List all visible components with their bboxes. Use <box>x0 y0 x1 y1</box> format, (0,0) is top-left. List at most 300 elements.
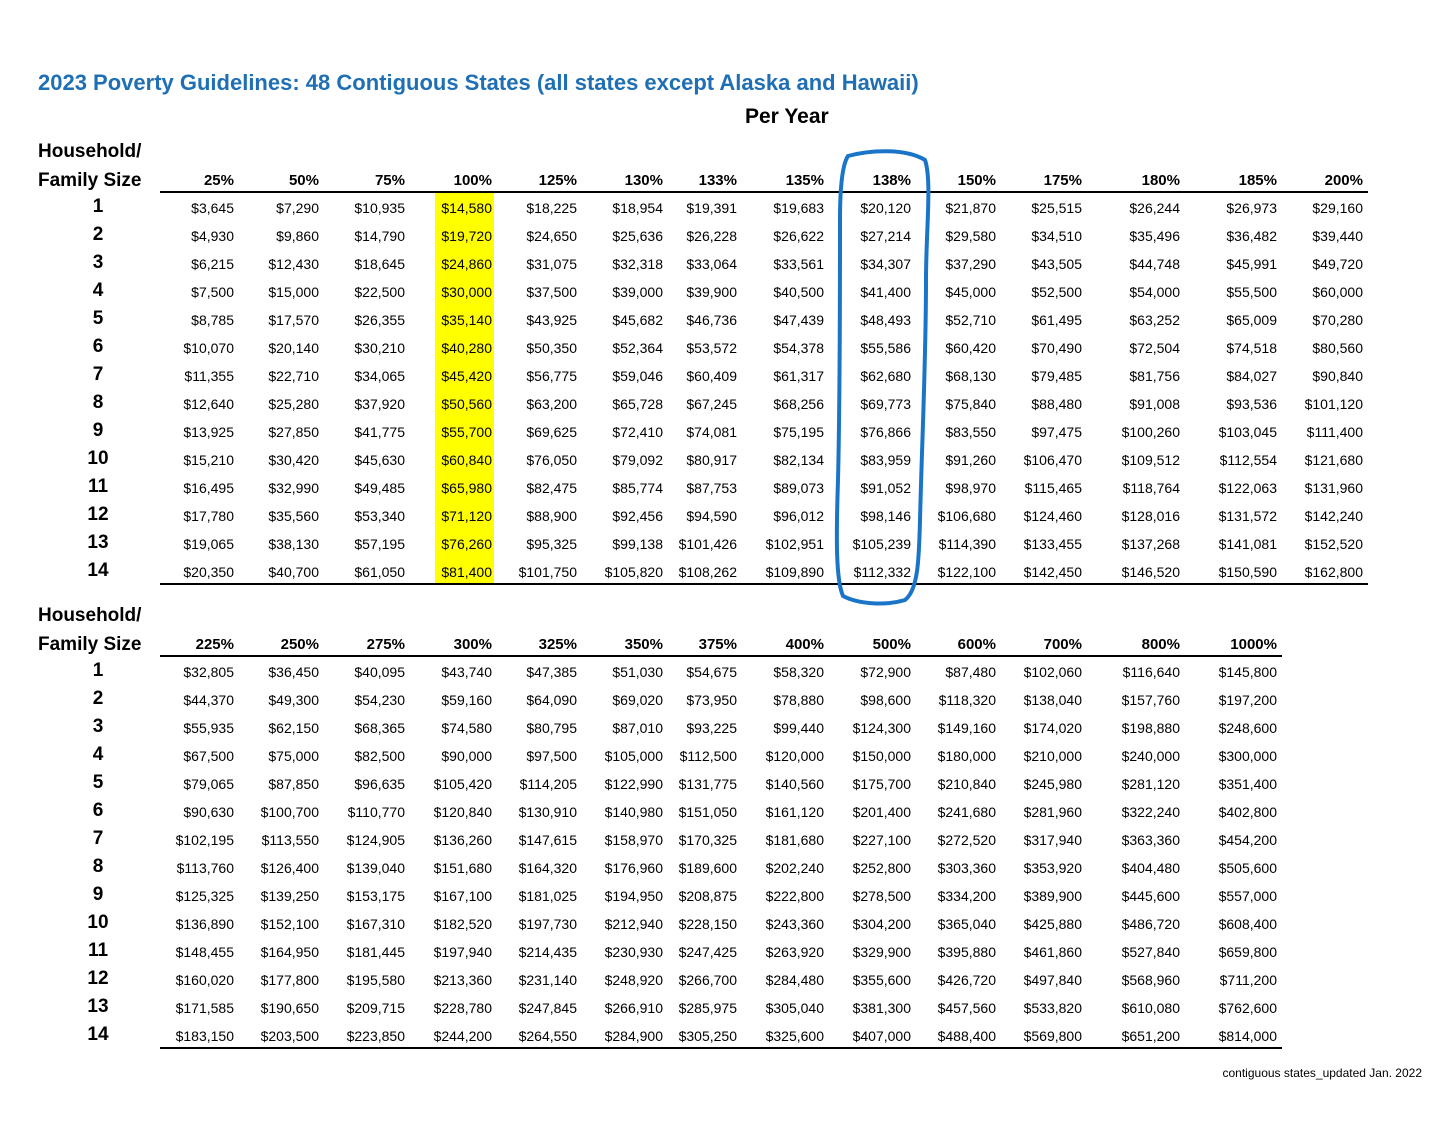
table-cell: $41,775 <box>354 424 405 440</box>
table-cell: $54,675 <box>686 664 737 680</box>
table-cell: $167,100 <box>433 888 492 904</box>
column-header: 375% <box>698 636 737 653</box>
table-cell: $175,700 <box>852 776 911 792</box>
table-cell: $59,160 <box>441 692 492 708</box>
table-cell: $87,850 <box>268 776 319 792</box>
table-cell: $136,260 <box>433 832 492 848</box>
table-cell: $21,870 <box>945 200 996 216</box>
table-cell: $167,310 <box>346 916 405 932</box>
table-cell: $148,455 <box>175 944 234 960</box>
table-cell: $407,000 <box>852 1028 911 1044</box>
column-header: 275% <box>366 636 405 653</box>
table-cell: $182,520 <box>433 916 492 932</box>
table-cell: $195,580 <box>346 972 405 988</box>
family-size-label: 10 <box>87 912 109 933</box>
column-header: 500% <box>872 636 911 653</box>
table-cell: $32,805 <box>183 664 234 680</box>
table-cell: $46,736 <box>686 312 737 328</box>
table-cell: $109,512 <box>1121 452 1180 468</box>
table-cell: $146,520 <box>1121 564 1180 580</box>
table-cell: $67,245 <box>686 396 737 412</box>
column-header: 25% <box>203 172 234 189</box>
table-cell: $60,420 <box>945 340 996 356</box>
table-cell: $13,925 <box>183 424 234 440</box>
table-cell: $61,050 <box>354 564 405 580</box>
row-header-line1: Household/ <box>38 141 142 162</box>
family-size-label: 11 <box>87 940 109 961</box>
table-cell: $133,455 <box>1023 536 1082 552</box>
table-cell: $124,905 <box>346 832 405 848</box>
column-header: 175% <box>1043 172 1082 189</box>
table-cell: $252,800 <box>852 860 911 876</box>
table-cell: $36,450 <box>268 664 319 680</box>
family-size-label: 14 <box>87 1024 109 1045</box>
table-cell: $231,140 <box>518 972 577 988</box>
table-cell: $83,550 <box>945 424 996 440</box>
table-cell: $25,636 <box>612 228 663 244</box>
table-cell: $55,935 <box>183 720 234 736</box>
table-cell: $12,640 <box>183 396 234 412</box>
table-cell: $61,317 <box>773 368 824 384</box>
table-cell: $26,622 <box>773 228 824 244</box>
table-cell: $99,440 <box>773 720 824 736</box>
table-cell: $100,260 <box>1121 424 1180 440</box>
table-cell: $181,025 <box>518 888 577 904</box>
family-size-label: 8 <box>92 392 104 413</box>
column-header: 325% <box>538 636 577 653</box>
table-cell: $497,840 <box>1023 972 1082 988</box>
table-cell: $98,970 <box>945 480 996 496</box>
column-header: 700% <box>1043 636 1082 653</box>
table-cell: $266,910 <box>604 1000 663 1016</box>
table-cell: $142,240 <box>1304 508 1363 524</box>
table-cell: $62,680 <box>860 368 911 384</box>
column-header: 125% <box>538 172 577 189</box>
family-size-label: 3 <box>92 252 104 273</box>
table-cell: $76,260 <box>441 536 492 552</box>
table-cell: $147,615 <box>518 832 577 848</box>
table-cell: $84,027 <box>1226 368 1277 384</box>
table-cell: $82,475 <box>526 480 577 496</box>
table-cell: $37,290 <box>945 256 996 272</box>
table-cell: $102,951 <box>765 536 824 552</box>
table-cell: $281,120 <box>1121 776 1180 792</box>
table-cell: $51,030 <box>612 664 663 680</box>
table-cell: $97,500 <box>526 748 577 764</box>
table-cell: $37,500 <box>526 284 577 300</box>
table-cell: $284,480 <box>765 972 824 988</box>
table-cell: $39,000 <box>612 284 663 300</box>
table-cell: $151,050 <box>678 804 737 820</box>
table-cell: $19,065 <box>183 536 234 552</box>
table-cell: $248,920 <box>604 972 663 988</box>
family-size-label: 5 <box>92 308 104 329</box>
table-cell: $81,400 <box>441 564 492 580</box>
table-cell: $151,680 <box>433 860 492 876</box>
page-title: 2023 Poverty Guidelines: 48 Contiguous States (all states except Alaska and Hawaii) <box>38 70 919 95</box>
family-size-label: 8 <box>92 856 104 877</box>
table-cell: $404,480 <box>1121 860 1180 876</box>
table-cell: $63,200 <box>526 396 577 412</box>
table-cell: $26,355 <box>354 312 405 328</box>
table-cell: $43,740 <box>441 664 492 680</box>
table-cell: $54,378 <box>773 340 824 356</box>
table-cell: $16,495 <box>183 480 234 496</box>
table-cell: $93,225 <box>686 720 737 736</box>
table-cell: $53,572 <box>686 340 737 356</box>
table-cell: $174,020 <box>1023 720 1082 736</box>
table-cell: $92,456 <box>612 508 663 524</box>
table-cell: $177,800 <box>260 972 319 988</box>
table-cell: $197,200 <box>1218 692 1277 708</box>
table-cell: $67,500 <box>183 748 234 764</box>
table-cell: $461,860 <box>1023 944 1082 960</box>
table-cell: $122,990 <box>604 776 663 792</box>
table-cell: $3,645 <box>191 200 234 216</box>
family-size-label: 1 <box>92 660 104 681</box>
table-cell: $228,150 <box>678 916 737 932</box>
table-cell: $96,012 <box>773 508 824 524</box>
table-cell: $26,228 <box>686 228 737 244</box>
table-cell: $113,760 <box>176 860 234 876</box>
table-cell: $74,081 <box>686 424 737 440</box>
table-cell: $37,920 <box>354 396 405 412</box>
table-cell: $29,580 <box>945 228 996 244</box>
table-cell: $93,536 <box>1226 396 1277 412</box>
table-cell: $38,130 <box>268 536 319 552</box>
column-header: 50% <box>288 172 319 189</box>
table-cell: $24,860 <box>441 256 492 272</box>
table-cell: $114,390 <box>938 536 996 552</box>
column-header: 138% <box>872 172 911 189</box>
table-cell: $47,385 <box>526 664 577 680</box>
table-cell: $87,753 <box>686 480 737 496</box>
table-cell: $248,600 <box>1218 720 1277 736</box>
table-cell: $153,175 <box>346 888 405 904</box>
table-cell: $20,140 <box>268 340 319 356</box>
table-cell: $26,973 <box>1226 200 1277 216</box>
table-cell: $334,200 <box>937 888 996 904</box>
table-cell: $91,260 <box>945 452 996 468</box>
column-header: 133% <box>698 172 737 189</box>
column-header: 135% <box>785 172 824 189</box>
table-cell: $80,795 <box>526 720 577 736</box>
table-cell: $69,625 <box>526 424 577 440</box>
table-cell: $14,580 <box>441 200 492 216</box>
family-size-label: 5 <box>92 772 104 793</box>
table-cell: $75,195 <box>773 424 824 440</box>
table-cell: $17,570 <box>268 312 319 328</box>
table-cell: $105,820 <box>604 564 663 580</box>
table-cell: $161,120 <box>765 804 824 820</box>
table-cell: $454,200 <box>1218 832 1277 848</box>
table-cell: $44,748 <box>1129 256 1180 272</box>
table-cell: $402,800 <box>1218 804 1277 820</box>
table-cell: $75,000 <box>268 748 319 764</box>
table-cell: $365,040 <box>937 916 996 932</box>
table-cell: $351,400 <box>1218 776 1277 792</box>
table-cell: $762,600 <box>1218 1000 1277 1016</box>
table-cell: $63,252 <box>1129 312 1180 328</box>
table-cell: $52,364 <box>612 340 663 356</box>
table-cell: $30,210 <box>354 340 405 356</box>
column-header: 225% <box>195 636 234 653</box>
table-cell: $109,890 <box>765 564 824 580</box>
table-cell: $115,465 <box>1024 480 1082 496</box>
family-size-label: 9 <box>92 420 104 441</box>
table-cell: $45,682 <box>612 312 663 328</box>
table-cell: $281,960 <box>1023 804 1082 820</box>
table-cell: $30,420 <box>268 452 319 468</box>
table-cell: $568,960 <box>1121 972 1180 988</box>
table-cell: $29,160 <box>1312 200 1363 216</box>
table-cell: $170,325 <box>678 832 737 848</box>
family-size-label: 3 <box>92 716 104 737</box>
table-cell: $56,775 <box>526 368 577 384</box>
table-cell: $94,590 <box>686 508 737 524</box>
table-cell: $152,520 <box>1304 536 1363 552</box>
table-cell: $25,280 <box>268 396 319 412</box>
table-cell: $101,750 <box>518 564 577 580</box>
table-cell: $608,400 <box>1218 916 1277 932</box>
table-cell: $50,350 <box>526 340 577 356</box>
table-cell: $79,485 <box>1031 368 1082 384</box>
table-cell: $32,990 <box>268 480 319 496</box>
table-cell: $272,520 <box>937 832 996 848</box>
table-cell: $65,728 <box>612 396 663 412</box>
table-cell: $124,300 <box>852 720 911 736</box>
table-cell: $136,890 <box>175 916 234 932</box>
table-cell: $101,120 <box>1304 396 1363 412</box>
table-cell: $95,325 <box>526 536 577 552</box>
table-cell: $189,600 <box>678 860 737 876</box>
table-cell: $285,975 <box>678 1000 737 1016</box>
table-cell: $72,410 <box>612 424 663 440</box>
table-cell: $99,138 <box>612 536 663 552</box>
table-cell: $71,120 <box>441 508 492 524</box>
table-cell: $266,700 <box>678 972 737 988</box>
family-size-label: 6 <box>92 800 104 821</box>
family-size-label: 12 <box>87 968 109 989</box>
table-cell: $317,940 <box>1023 832 1082 848</box>
table-cell: $142,450 <box>1023 564 1082 580</box>
table-cell: $227,100 <box>852 832 911 848</box>
table-cell: $322,240 <box>1121 804 1180 820</box>
column-header: 130% <box>624 172 663 189</box>
table-cell: $131,775 <box>678 776 737 792</box>
table-cell: $43,505 <box>1031 256 1082 272</box>
table-cell: $80,917 <box>686 452 737 468</box>
table-cell: $96,635 <box>354 776 405 792</box>
table-cell: $486,720 <box>1121 916 1180 932</box>
table-cell: $150,000 <box>852 748 911 764</box>
table-cell: $140,980 <box>604 804 663 820</box>
table-cell: $87,010 <box>612 720 663 736</box>
table-cell: $53,340 <box>354 508 405 524</box>
table-cell: $47,439 <box>773 312 824 328</box>
table-cell: $118,320 <box>938 692 996 708</box>
table-cell: $121,680 <box>1304 452 1363 468</box>
table-cell: $91,008 <box>1129 396 1180 412</box>
table-cell: $89,073 <box>773 480 824 496</box>
table-cell: $164,320 <box>518 860 577 876</box>
table-cell: $162,800 <box>1304 564 1363 580</box>
table-cell: $82,134 <box>773 452 824 468</box>
table-cell: $24,650 <box>526 228 577 244</box>
table-cell: $75,840 <box>945 396 996 412</box>
table-cell: $100,700 <box>260 804 319 820</box>
table-cell: $55,586 <box>860 340 911 356</box>
table-cell: $108,262 <box>678 564 737 580</box>
table-cell: $40,500 <box>773 284 824 300</box>
table-cell: $527,840 <box>1121 944 1180 960</box>
table-cell: $202,240 <box>765 860 824 876</box>
table-cell: $33,064 <box>686 256 737 272</box>
table-cell: $25,515 <box>1031 200 1082 216</box>
table-cell: $74,518 <box>1226 340 1277 356</box>
family-size-label: 9 <box>92 884 104 905</box>
table-cell: $284,900 <box>604 1028 663 1044</box>
column-header: 180% <box>1141 172 1180 189</box>
table-cell: $20,350 <box>183 564 234 580</box>
table-cell: $381,300 <box>852 1000 911 1016</box>
table-cell: $50,560 <box>441 396 492 412</box>
table-cell: $81,756 <box>1129 368 1180 384</box>
page-subtitle: Per Year <box>745 105 829 128</box>
family-size-label: 2 <box>92 688 104 709</box>
table-cell: $488,400 <box>937 1028 996 1044</box>
table-cell: $43,925 <box>526 312 577 328</box>
table-cell: $114,205 <box>519 776 577 792</box>
table-cell: $69,773 <box>860 396 911 412</box>
table-cell: $65,980 <box>441 480 492 496</box>
table-cell: $10,935 <box>354 200 405 216</box>
family-size-label: 7 <box>92 828 104 849</box>
table-cell: $329,900 <box>852 944 911 960</box>
table-cell: $131,572 <box>1218 508 1277 524</box>
table-cell: $68,256 <box>773 396 824 412</box>
table-cell: $80,560 <box>1312 340 1363 356</box>
table-cell: $19,720 <box>441 228 492 244</box>
table-cell: $45,420 <box>441 368 492 384</box>
table-cell: $212,940 <box>604 916 663 932</box>
table-cell: $814,000 <box>1218 1028 1277 1044</box>
table-cell: $125,325 <box>175 888 234 904</box>
table-cell: $505,600 <box>1218 860 1277 876</box>
table-cell: $124,460 <box>1023 508 1082 524</box>
table-cell: $122,100 <box>937 564 996 580</box>
table-cell: $659,800 <box>1218 944 1277 960</box>
table-cell: $304,200 <box>852 916 911 932</box>
table-cell: $213,360 <box>433 972 492 988</box>
table-cell: $7,500 <box>191 284 234 300</box>
table-cell: $181,680 <box>765 832 824 848</box>
table-cell: $118,764 <box>1122 480 1180 496</box>
table-cell: $457,560 <box>937 1000 996 1016</box>
family-size-label: 14 <box>87 560 109 581</box>
column-header: 600% <box>957 636 996 653</box>
table-cell: $55,700 <box>441 424 492 440</box>
table-cell: $32,318 <box>612 256 663 272</box>
table-cell: $152,100 <box>260 916 319 932</box>
table-cell: $101,426 <box>678 536 737 552</box>
table-cell: $183,150 <box>175 1028 234 1044</box>
row-header-line2: Family Size <box>38 634 142 655</box>
table-cell: $8,785 <box>191 312 234 328</box>
table-cell: $201,400 <box>852 804 911 820</box>
table-cell: $243,360 <box>765 916 824 932</box>
table-cell: $54,000 <box>1129 284 1180 300</box>
table-cell: $105,239 <box>852 536 911 552</box>
table-cell: $426,720 <box>937 972 996 988</box>
family-size-label: 4 <box>92 744 104 765</box>
table-cell: $180,000 <box>937 748 996 764</box>
table-cell: $49,485 <box>354 480 405 496</box>
table-cell: $160,020 <box>175 972 234 988</box>
table-cell: $171,585 <box>175 1000 234 1016</box>
table-cell: $210,840 <box>937 776 996 792</box>
table-cell: $61,495 <box>1031 312 1082 328</box>
table-cell: $19,391 <box>686 200 737 216</box>
table-cell: $363,360 <box>1121 832 1180 848</box>
table-cell: $40,700 <box>268 564 319 580</box>
table-cell: $126,400 <box>260 860 319 876</box>
table-cell: $48,493 <box>860 312 911 328</box>
table-cell: $102,195 <box>175 832 234 848</box>
table-cell: $27,214 <box>860 228 911 244</box>
table-cell: $533,820 <box>1023 1000 1082 1016</box>
table-cell: $181,445 <box>346 944 405 960</box>
table-cell: $445,600 <box>1121 888 1180 904</box>
table-cell: $98,600 <box>860 692 911 708</box>
table-cell: $247,845 <box>518 1000 577 1016</box>
family-size-label: 2 <box>92 224 104 245</box>
table-cell: $57,195 <box>354 536 405 552</box>
table-cell: $45,630 <box>354 452 405 468</box>
table-cell: $45,000 <box>945 284 996 300</box>
table-cell: $35,140 <box>441 312 492 328</box>
column-header: 1000% <box>1230 636 1277 653</box>
family-size-label: 4 <box>92 280 104 301</box>
table-cell: $15,000 <box>268 284 319 300</box>
table-cell: $305,250 <box>678 1028 737 1044</box>
family-size-label: 1 <box>92 196 104 217</box>
table-cell: $90,000 <box>441 748 492 764</box>
table-cell: $40,280 <box>441 340 492 356</box>
column-header: 300% <box>453 636 492 653</box>
table-cell: $4,930 <box>191 228 234 244</box>
table-cell: $88,900 <box>526 508 577 524</box>
table-cell: $26,244 <box>1129 200 1180 216</box>
table-cell: $7,290 <box>276 200 319 216</box>
table-cell: $245,980 <box>1023 776 1082 792</box>
table-cell: $90,630 <box>183 804 234 820</box>
family-size-label: 6 <box>92 336 104 357</box>
family-size-label: 7 <box>92 364 104 385</box>
table-cell: $52,710 <box>945 312 996 328</box>
table-cell: $355,600 <box>852 972 911 988</box>
table-cell: $389,900 <box>1023 888 1082 904</box>
table-cell: $98,146 <box>860 508 911 524</box>
table-cell: $12,430 <box>268 256 319 272</box>
table-cell: $112,500 <box>679 748 737 764</box>
table-cell: $263,920 <box>765 944 824 960</box>
table-cell: $20,120 <box>860 200 911 216</box>
table-cell: $83,959 <box>860 452 911 468</box>
row-header-line2: Family Size <box>38 170 142 191</box>
table-cell: $128,016 <box>1121 508 1180 524</box>
table-cell: $102,060 <box>1023 664 1082 680</box>
